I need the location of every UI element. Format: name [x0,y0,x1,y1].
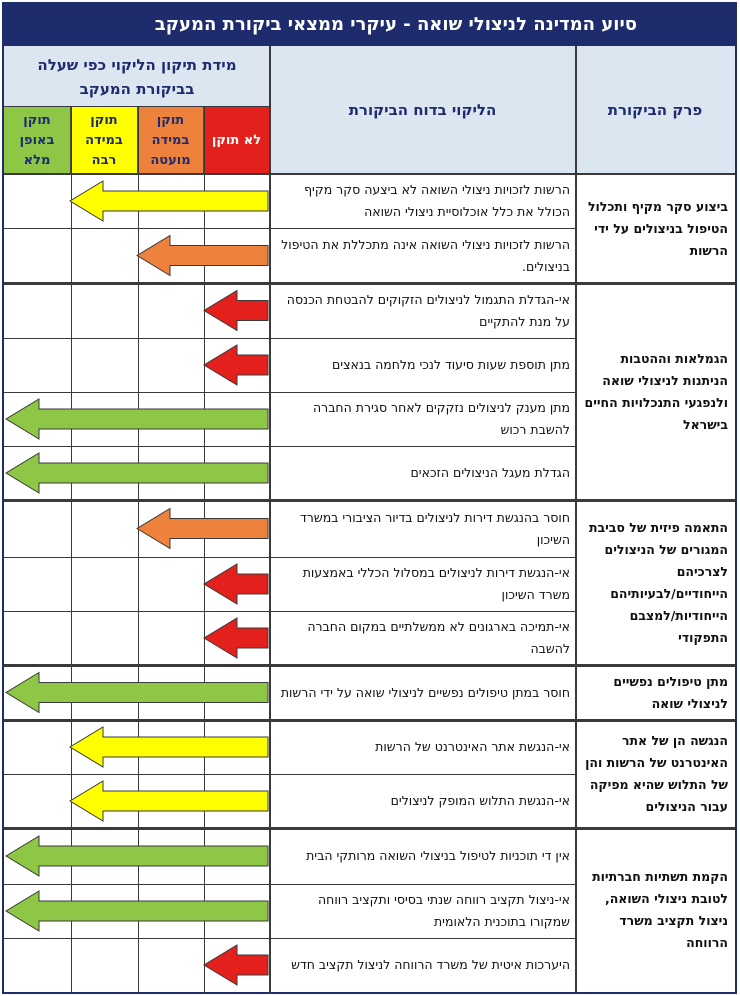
finding-text: אי-הנגשת אתר האינטרנט של הרשות [375,739,570,754]
finding-text: הרשות לזכויות ניצולי השואה אינה מתכללת את הטיפול בניצולים. [281,236,570,274]
finding-text: הרשות לזכויות ניצולי השואה לא ביצעה סקר מקיף הכולל את כלל אוכלוסיית ניצולי השואה [304,182,570,219]
row-divider [4,938,575,939]
header-chapter-label: פרק הביקורת [607,101,703,119]
row-divider [4,884,575,885]
finding-text: חוסר במתן טיפולים נפשיים לניצולי שואה על ידי הרשות [280,684,570,700]
row-divider [4,557,575,558]
level-column-divider [71,107,72,994]
row-divider [4,228,575,229]
finding-text: אין די תוכניות לטיפול בניצולי השואה מרותקי הבית [306,848,570,863]
page-title: סיוע המדינה לניצולי שואה - עיקרי ממצאי ביקורת המעקב [4,4,735,46]
row-divider [4,338,575,339]
row-divider [4,774,575,775]
finding-text: אי-הגדלת התגמול לניצולים הזקוקים להבטחת הכנסה על מנת להתקיים [286,291,570,329]
rectification-header-divider [4,106,270,107]
row-divider [4,392,575,393]
level-column-divider [204,107,205,994]
section-category: הגמלאות וההטבות הניתנות לניצולי שואה ולנפגעי התנכלויות החיים בישראל [584,350,728,432]
finding-text: אי-ניצול תקציב רווחה שנתי בסיסי ותקציב רווחה שמקורו בתוכנית הלאומית [318,892,570,929]
header-deficiency [270,46,575,174]
row-divider [4,446,575,447]
finding-text: מתן תוספת שעות סיעוד לנכי מלחמה בנאצים [332,357,570,372]
level-small: תוקן במידה מועטה [138,107,204,174]
header-deficiency-label: הליקוי בדוח הביקורת [348,101,497,119]
section-category: התאמה פיזית של סביבת המגורים של הניצולים לצרכיהם הייחודיים/לבעיותיהם הייחודיות/למצבם התפקודי [588,519,728,645]
level-full: תוקן באופן מלא [4,107,71,174]
header-rectification-label: מידת תיקון הליקוי כפי שעלה בביקורת המעקב [37,55,237,98]
level-column-divider [138,107,139,994]
finding-text: היערכות איטית של משרד הרווחה לניצול תקציב חדש [291,957,570,972]
level-large: תוקן במידה רבה [71,107,138,174]
level-none: לא תוקן [204,107,270,174]
finding-text: אי-הנגשת דירות לניצולים במסלול הכללי באמצעות משרד השיכון [302,565,570,602]
finding-text: אי-הנגשת התלוש המופק לניצולים [390,793,570,808]
section-category: הקמת תשתיות חברתיות לטובת ניצולי השואה, ניצול תקציב משרד הרווחה [592,869,728,950]
section-category: ביצוע סקר מקיף ותכלול הטיפול בניצולים על ידי הרשות [587,198,728,258]
header-chapter [575,46,735,174]
section-category: הנגשה הן של אתר האינטרנט של הרשות והן של התלוש שהיא מפיקה עבור הניצולים [585,733,728,814]
finding-text: אי-תמיכה בארגונים לא ממשלתיים במקום החברה להשבה [307,619,570,656]
finding-text: חוסר בהנגשת דירות לניצולים בדיור הציבורי במשרד השיכון [299,509,570,547]
row-divider [4,611,575,612]
finding-text: מתן מענק לניצולים נזקקים לאחר סגירת החברה להשבת רכוש [312,400,570,437]
finding-text: הגדלת מעגל הניצולים הזכאים [410,465,570,480]
section-category: מתן טיפולים נפשיים לניצולי שואה [613,673,728,711]
header-rectification [4,46,270,107]
